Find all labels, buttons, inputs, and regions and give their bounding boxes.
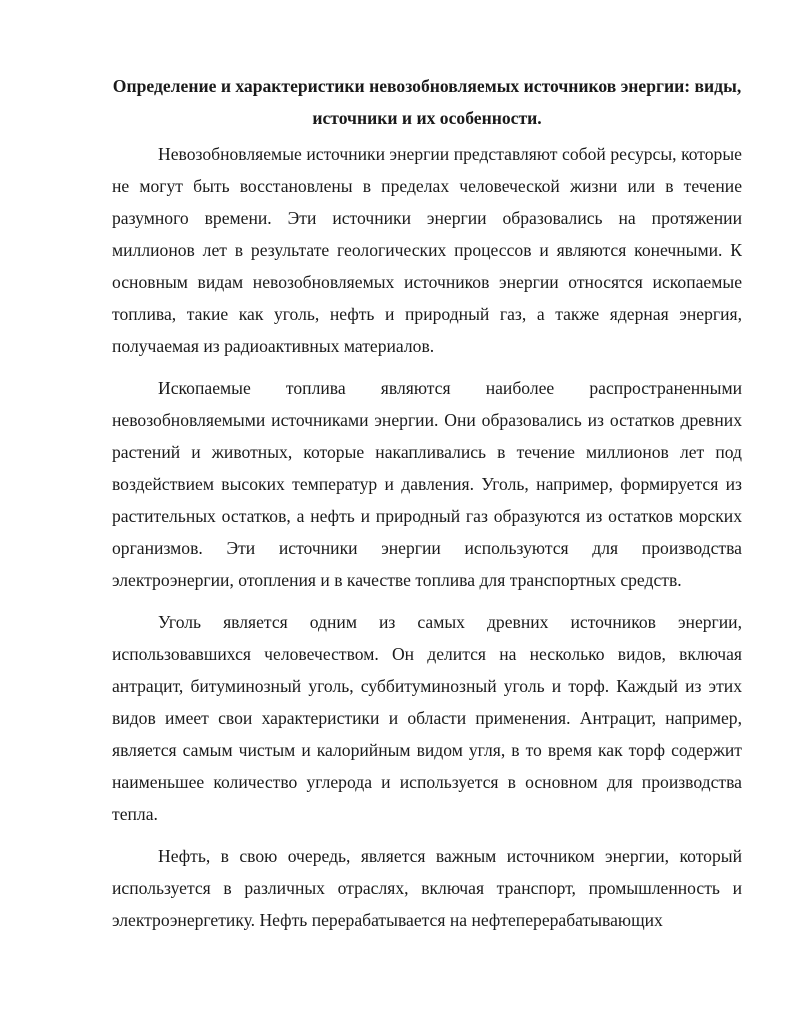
paragraph-1: Невозобновляемые источники энергии представляют собой ресурсы, которые не могут быть восстановлены в пределах человеческой жизни или в течение разумного времени. Эти источники энергии образовались на протяжении миллионов лет в результате геологических процессов и являются конечными. К основным видам невозобновляемых источников энергии относятся ископаемые топлива, такие как уголь, нефть и природный газ, а также ядерная энергия, получаемая из радиоактивных материалов. — [112, 144, 742, 356]
document-page — [112, 70, 742, 946]
paragraph-3: Уголь является одним из самых древних источников энергии, использовавшихся человечеством. Он делится на несколько видов, включая антрацит, битуминозный уголь, суббитуминозный уголь и торф. Каждый из этих видов имеет свои характеристики и области применения. Антрацит, например, является самым чистым и калорийным видом угля, в то время как торф содержит наименьшее количество углерода и используется в основном для производства тепла. — [112, 612, 742, 824]
document-title: Определение и характеристики невозобновляемых источников энергии: виды, источники и их особенности. — [112, 76, 742, 128]
paragraph-4: Нефть, в свою очередь, является важным источником энергии, который используется в различных отраслях, включая транспорт, промышленность и электроэнергетику. Нефть перерабатывается на нефтеперерабатывающих — [112, 846, 742, 930]
paragraph-2: Ископаемые топлива являются наиболее распространенными невозобновляемыми источниками энергии. Они образовались из остатков древних растений и животных, которые накапливались в течение миллионов лет под воздействием высоких температур и давления. Уголь, например, формируется из растительных остатков, а нефть и природный газ образуются из остатков морских организмов. Эти источники энергии используются для производства электроэнергии, отопления и в качестве топлива для транспортных средств. — [112, 378, 742, 590]
